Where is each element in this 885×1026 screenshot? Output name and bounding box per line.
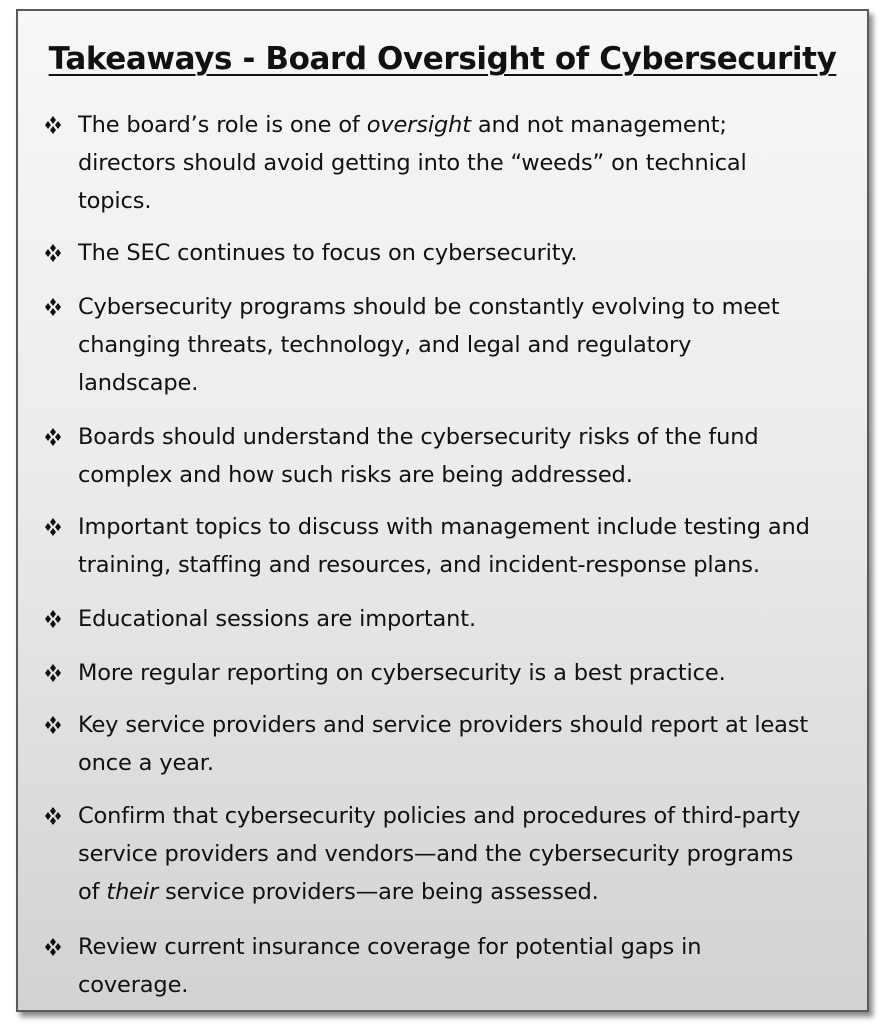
- text-line: Boards should understand the cybersecurity risks of the fund: [78, 424, 759, 450]
- emphasis-text: their: [106, 879, 159, 905]
- emphasis-text: oversight: [366, 112, 471, 138]
- page-title: [18, 39, 867, 79]
- text-line: directors should avoid getting into the “weeds” on technical: [78, 150, 747, 176]
- text-run: The board’s role is one of: [78, 112, 367, 138]
- text-line: topics.: [78, 188, 152, 214]
- text-line: landscape.: [78, 370, 199, 396]
- text-line: Educational sessions are important.: [78, 606, 476, 632]
- four-diamond-bullet-icon: [40, 418, 66, 456]
- text-run: of: [78, 879, 107, 905]
- text-run: service providers—are being assessed.: [158, 879, 599, 905]
- page-title-text: Takeaways - Board Oversight of Cybersecurity: [48, 41, 837, 77]
- text-line: service providers and vendors—and the cybersecurity programs: [78, 841, 794, 867]
- text-line: Key service providers and service providers should report at least: [78, 712, 809, 738]
- takeaways-card: [16, 9, 869, 1012]
- text-line: Cybersecurity programs should be constantly evolving to meet: [78, 294, 780, 320]
- list-item-text: [78, 106, 858, 220]
- four-diamond-bullet-icon: [40, 797, 66, 835]
- list-item-text: [78, 600, 858, 638]
- text-line: changing threats, technology, and legal and regulatory: [78, 332, 692, 358]
- list-item-text: [78, 508, 858, 584]
- text-line: Review current insurance coverage for potential gaps in: [78, 934, 702, 960]
- text-line: More regular reporting on cybersecurity is a best practice.: [78, 660, 726, 686]
- text-line: Confirm that cybersecurity policies and procedures of third-party: [78, 803, 801, 829]
- four-diamond-bullet-icon: [40, 706, 66, 744]
- text-line: coverage.: [78, 972, 189, 998]
- text-line: once a year.: [78, 750, 214, 776]
- four-diamond-bullet-icon: [40, 508, 66, 546]
- four-diamond-bullet-icon: [40, 654, 66, 692]
- text-run: and not management;: [470, 112, 727, 138]
- four-diamond-bullet-icon: [40, 234, 66, 272]
- list-item-text: [78, 797, 858, 911]
- list-item-text: [78, 288, 858, 402]
- four-diamond-bullet-icon: [40, 288, 66, 326]
- text-line: training, staffing and resources, and incident-response plans.: [78, 552, 760, 578]
- list-item-text: [78, 928, 858, 1004]
- four-diamond-bullet-icon: [40, 106, 66, 144]
- four-diamond-bullet-icon: [40, 600, 66, 638]
- four-diamond-bullet-icon: [40, 928, 66, 966]
- text-line: [78, 106, 858, 144]
- list-item-text: [78, 418, 858, 494]
- list-item-text: [78, 234, 858, 272]
- list-item-text: [78, 654, 858, 692]
- text-line: complex and how such risks are being addressed.: [78, 462, 633, 488]
- text-line: The SEC continues to focus on cybersecurity.: [78, 240, 578, 266]
- text-line: [78, 873, 858, 911]
- list-item-text: [78, 706, 858, 782]
- text-line: Important topics to discuss with management include testing and: [78, 514, 810, 540]
